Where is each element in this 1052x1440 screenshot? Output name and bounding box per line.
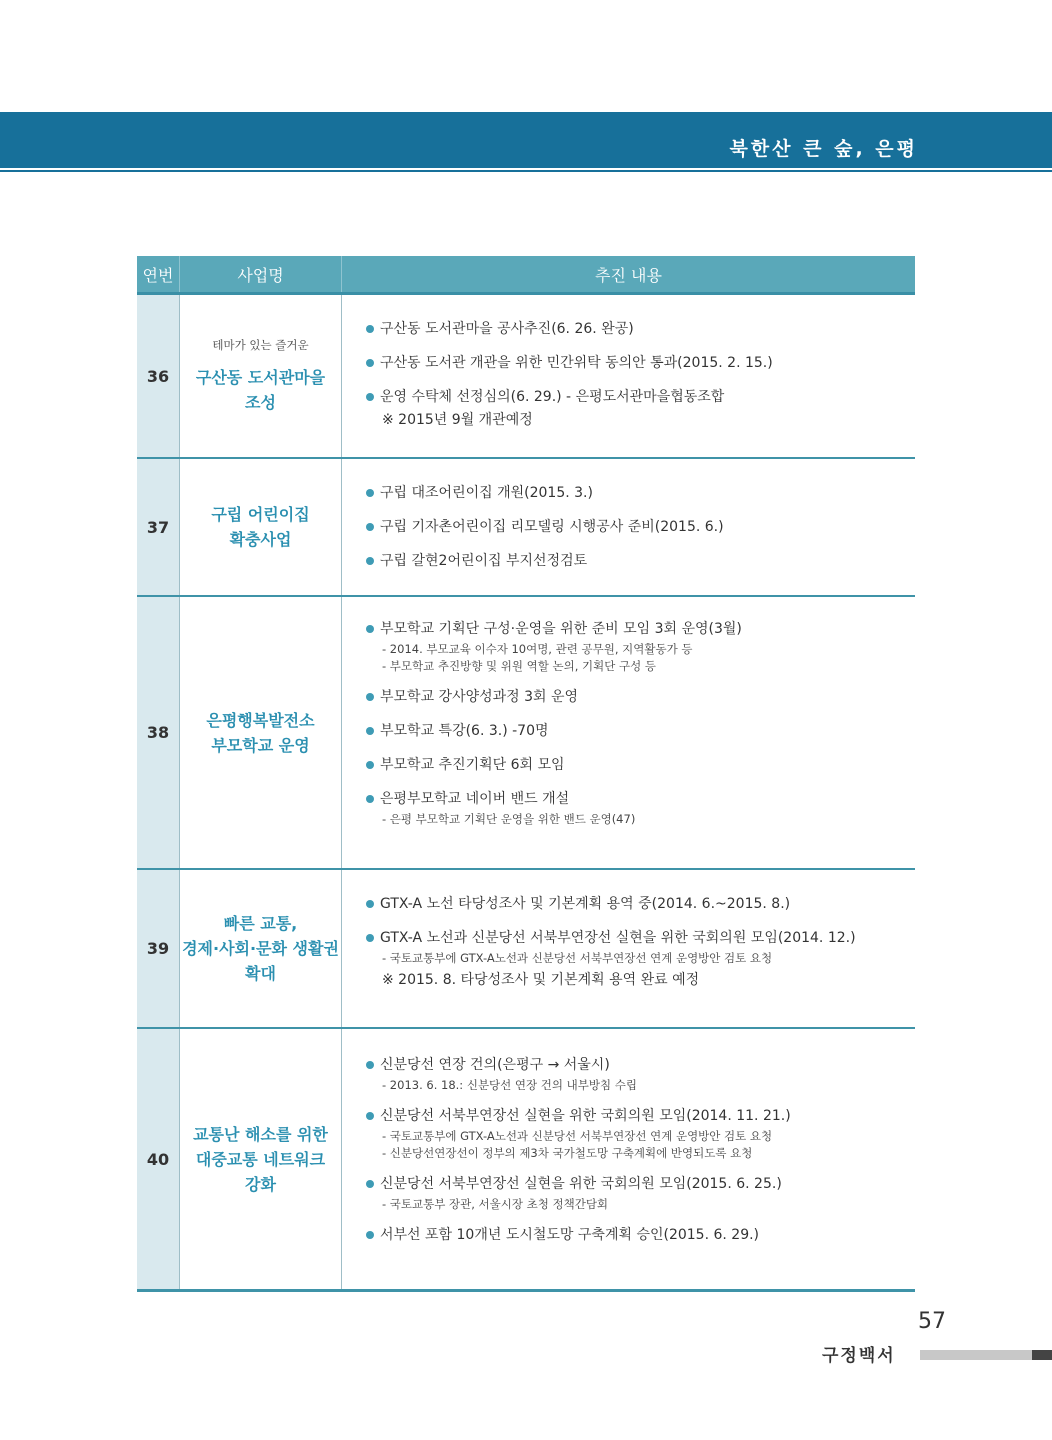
detail-line: - 2014. 부모교육 이수자 10여명, 관련 공무원, 지역활동가 등: [382, 642, 693, 656]
progress-item-text: GTX-A 노선 타당성조사 및 기본계획 용역 중(2014. 6.~2015. 8.): [380, 896, 791, 912]
progress-item: [366, 894, 915, 914]
footer-bar: [920, 1350, 1032, 1360]
progress-item-details: [380, 1077, 915, 1094]
progress-item-text: 신분당선 연장 건의(은평구 → 서울시): [380, 1057, 610, 1073]
header-content: 추진 내용: [595, 265, 662, 285]
progress-content-cell: [342, 295, 915, 457]
project-subtitle: 테마가 있는 즐거운: [212, 338, 309, 352]
project-name-line: 빠른 교통,: [223, 914, 298, 933]
table-row: [137, 870, 915, 1029]
project-name-line: 강화: [245, 1174, 276, 1194]
progress-item-text: 은평부모학교 네이버 밴드 개설: [380, 791, 570, 807]
table-row: [137, 295, 915, 459]
progress-item: [366, 1106, 915, 1162]
progress-item: [366, 687, 915, 707]
progress-content-cell: [342, 1029, 915, 1289]
progress-item: [366, 483, 915, 503]
row-number: 39: [137, 870, 180, 1027]
progress-item: [366, 1055, 915, 1094]
progress-item-details: [380, 950, 915, 990]
row-number: 36: [137, 295, 180, 457]
table-row: [137, 459, 915, 597]
progress-item-details: [380, 410, 915, 430]
detail-line: - 신분당선연장선이 정부의 제3차 국가철도망 구축계획에 반영되도록 요청: [382, 1146, 753, 1160]
progress-item-text: 부모학교 기획단 구성·운영을 위한 준비 모임 3회 운영(3월): [380, 621, 742, 637]
progress-item: [366, 1225, 915, 1245]
header-title: 북한산 큰 숲, 은평: [729, 138, 918, 160]
header-project: 사업명: [180, 256, 342, 292]
progress-item: [366, 353, 915, 373]
progress-item: [366, 319, 915, 339]
project-name-line: 교통난 해소를 위한: [193, 1124, 328, 1144]
progress-item-details: [380, 811, 915, 828]
row-number: 37: [137, 459, 180, 595]
progress-item-text: GTX-A 노선과 신분당선 서북부연장선 실현을 위한 국회의원 모임(2014. 12.): [380, 930, 856, 946]
progress-item-details: [380, 641, 915, 675]
detail-line: - 은평 부모학교 기획단 운영을 위한 밴드 운영(47): [382, 812, 636, 826]
project-name-cell: [180, 459, 342, 595]
detail-line: - 국토교통부 장관, 서울시장 초청 정책간담회: [382, 1197, 609, 1211]
progress-item-text: 구산동 도서관 개관을 위한 민간위탁 동의안 통과(2015. 2. 15.): [380, 355, 773, 371]
progress-item-text: 부모학교 강사양성과정 3회 운영: [380, 689, 579, 705]
row-number: 40: [137, 1029, 180, 1289]
project-name-line: 구산동 도서관마을: [195, 368, 326, 387]
project-table: [137, 256, 915, 1292]
footer-title: 구정백서: [822, 1346, 896, 1366]
progress-item-text: 구산동 도서관마을 공사추진(6. 26. 완공): [380, 321, 634, 337]
table-row: [137, 597, 915, 870]
progress-item: [366, 789, 915, 828]
table-row: [137, 1029, 915, 1292]
project-name-cell: [180, 870, 342, 1027]
progress-item-text: 구립 기자촌어린이집 리모델링 시행공사 준비(2015. 6.): [380, 519, 724, 535]
progress-item-text: 구립 대조어린이집 개원(2015. 3.): [380, 485, 593, 501]
project-name-line: 경제·사회·문화 생활권: [182, 939, 339, 958]
project-name-cell: [180, 597, 342, 868]
progress-item: [366, 619, 915, 675]
row-number: 38: [137, 597, 180, 868]
project-name-cell: [180, 295, 342, 457]
progress-item: [366, 387, 915, 430]
footer-bar-accent: [1032, 1350, 1052, 1360]
note-line: ※ 2015년 9월 개관예정: [382, 412, 533, 428]
progress-item-text: 신분당선 서북부연장선 실현을 위한 국회의원 모임(2014. 11. 21.): [380, 1108, 791, 1124]
project-name-line: 조성: [245, 393, 276, 412]
detail-line: - 부모학교 추진방향 및 위원 역할 논의, 기획단 구성 등: [382, 659, 656, 673]
progress-content-cell: [342, 459, 915, 595]
note-line: ※ 2015. 8. 타당성조사 및 기본계획 용역 완료 예정: [382, 972, 700, 988]
page-number: 57: [918, 1309, 946, 1334]
header-no: 연번: [137, 256, 180, 292]
project-name-line: 부모학교 운영: [211, 735, 310, 755]
progress-item: [366, 1174, 915, 1213]
progress-item: [366, 517, 915, 537]
progress-item-text: 부모학교 추진기획단 6회 모임: [380, 757, 565, 773]
project-name-line: 구립 어린이집: [211, 505, 310, 524]
progress-content-cell: [342, 870, 915, 1027]
progress-item: [366, 721, 915, 741]
progress-item-text: 신분당선 서북부연장선 실현을 위한 국회의원 모임(2015. 6. 25.): [380, 1176, 782, 1192]
table-header: [137, 256, 915, 295]
progress-item: [366, 755, 915, 775]
progress-item-details: [380, 1128, 915, 1162]
progress-item-text: 부모학교 특강(6. 3.) -70명: [380, 723, 549, 739]
project-name-line: 대중교통 네트워크: [195, 1149, 326, 1169]
project-name-line: 확대: [245, 964, 276, 983]
project-name-cell: [180, 1029, 342, 1289]
detail-line: - 2013. 6. 18.: 신분당선 연장 건의 내부방침 수립: [382, 1078, 637, 1092]
project-name-line: 은평행복발전소: [206, 710, 315, 730]
detail-line: - 국토교통부에 GTX-A노선과 신분당선 서북부연장선 연계 운영방안 검토 요청: [382, 1129, 773, 1143]
progress-item: [366, 551, 915, 571]
header-rule: [0, 170, 1052, 172]
progress-item-text: 운영 수탁체 선정심의(6. 29.) - 은평도서관마을협동조합: [380, 389, 725, 405]
detail-line: - 국토교통부에 GTX-A노선과 신분당선 서북부연장선 연계 운영방안 검토 요청: [382, 951, 773, 965]
progress-item-text: 서부선 포함 10개년 도시철도망 구축계획 승인(2015. 6. 29.): [380, 1227, 760, 1243]
project-name-line: 확충사업: [229, 530, 292, 549]
progress-item-text: 구립 갈현2어린이집 부지선정검토: [380, 553, 588, 569]
progress-item-details: [380, 1196, 915, 1213]
progress-content-cell: [342, 597, 915, 868]
progress-item: [366, 928, 915, 990]
